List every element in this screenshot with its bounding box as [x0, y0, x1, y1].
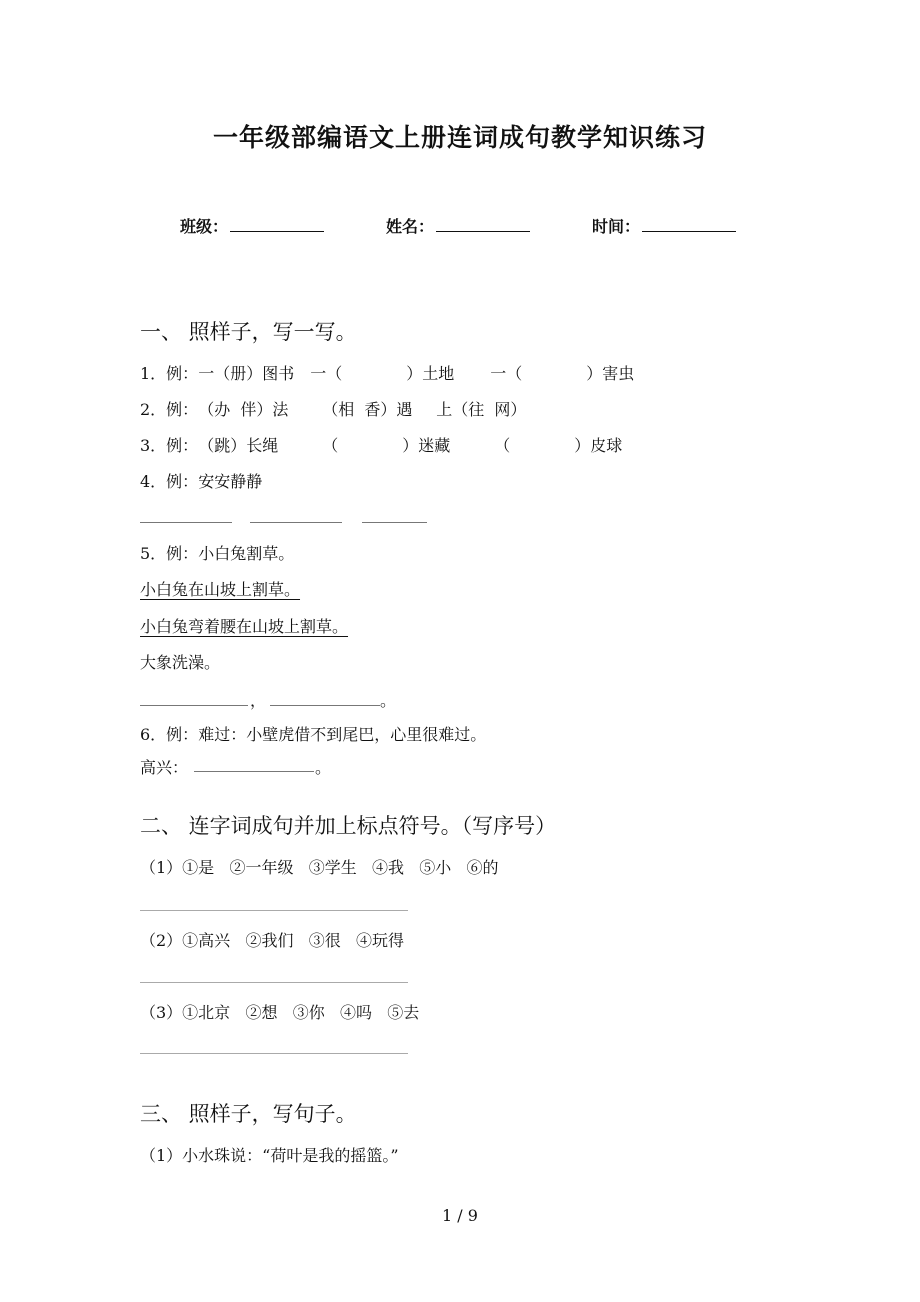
q2-example: （办 伴）法 — [198, 400, 289, 419]
q4-answer-line-2[interactable] — [250, 522, 342, 523]
q1-number: 1．例： — [140, 364, 199, 383]
q5-period: 。 — [380, 691, 397, 710]
q1-a-open: 一（ — [310, 364, 343, 383]
q5-answer-line-2[interactable] — [270, 705, 380, 706]
section2-heading: 二、 连字词成句并加上标点符号。（写序号） — [140, 814, 557, 838]
question-6 — [140, 722, 486, 745]
q4-answer-line-3[interactable] — [362, 522, 427, 523]
q1-b-close: ）害虫 — [586, 364, 635, 383]
time-label: 时间： — [592, 217, 641, 236]
question-5 — [140, 541, 294, 564]
q5-example-line-1: 小白兔在山坡上割草。 — [140, 580, 301, 599]
class-blank[interactable] — [230, 217, 324, 232]
q3-b-open: （ — [494, 436, 511, 455]
q6-answer-line[interactable] — [194, 771, 314, 772]
name-label: 姓名： — [386, 217, 435, 236]
question-1 — [140, 361, 634, 384]
time-blank[interactable] — [642, 217, 736, 232]
q6-example: 难过：小壁虎借不到尾巴，心里很难过。 — [198, 725, 487, 744]
class-label: 班级： — [180, 217, 229, 236]
q1-example: 一（册）图书 — [198, 364, 295, 383]
s2-answer-line-3[interactable] — [140, 1053, 408, 1054]
q5-example: 小白兔割草。 — [198, 544, 295, 563]
q5-answer-line-1[interactable] — [140, 705, 248, 706]
s2-answer-line-1[interactable] — [140, 910, 408, 911]
q6-prompt: 高兴： — [140, 758, 189, 777]
s2-item-2: （2）①高兴 ②我们 ③很 ④玩得 — [140, 931, 404, 950]
name-field — [386, 214, 530, 237]
q5-example-line-2: 小白兔弯着腰在山坡上割草。 — [140, 617, 349, 636]
s3-item-1: （1）小水珠说：“荷叶是我的摇篮。” — [140, 1146, 399, 1165]
q4-example: 安安静静 — [198, 472, 263, 491]
section1-heading: 一、 照样子，写一写。 — [140, 320, 357, 344]
s2-item-1: （1）①是 ②一年级 ③学生 ④我 ⑤小 ⑥的 — [140, 858, 499, 877]
q3-a-open: （ — [322, 436, 339, 455]
q3-number: 3．例： — [140, 436, 199, 455]
q5-number: 5．例： — [140, 544, 199, 563]
q3-b-close: ）皮球 — [574, 436, 623, 455]
q1-b-open: 一（ — [490, 364, 523, 383]
page-number: 1 / 9 — [442, 1206, 478, 1225]
q1-a-close: ）土地 — [406, 364, 455, 383]
q4-answer-line-1[interactable] — [140, 522, 232, 523]
q5-prompt: 大象洗澡。 — [140, 653, 221, 672]
page-title: 一年级部编语文上册连词成句教学知识练习 — [212, 123, 707, 152]
section3-heading: 三、 照样子，写句子。 — [140, 1102, 357, 1126]
q6-number: 6．例： — [140, 725, 199, 744]
q4-number: 4．例： — [140, 472, 199, 491]
q2-a: （相 香）遇 — [322, 400, 413, 419]
q3-a-close: ）迷藏 — [402, 436, 451, 455]
s2-item-3: （3）①北京 ②想 ③你 ④吗 ⑤去 — [140, 1003, 420, 1022]
s2-answer-line-2[interactable] — [140, 982, 408, 983]
q6-period: 。 — [315, 758, 332, 777]
q2-b: 上（往 网） — [436, 400, 527, 419]
question-2 — [140, 397, 526, 420]
question-3 — [140, 433, 622, 456]
name-blank[interactable] — [436, 217, 530, 232]
question-4 — [140, 469, 262, 492]
q2-number: 2．例： — [140, 400, 199, 419]
class-field — [180, 214, 324, 237]
q5-comma: ， — [250, 691, 267, 710]
time-field — [592, 214, 736, 237]
q3-example: （跳）长绳 — [198, 436, 279, 455]
